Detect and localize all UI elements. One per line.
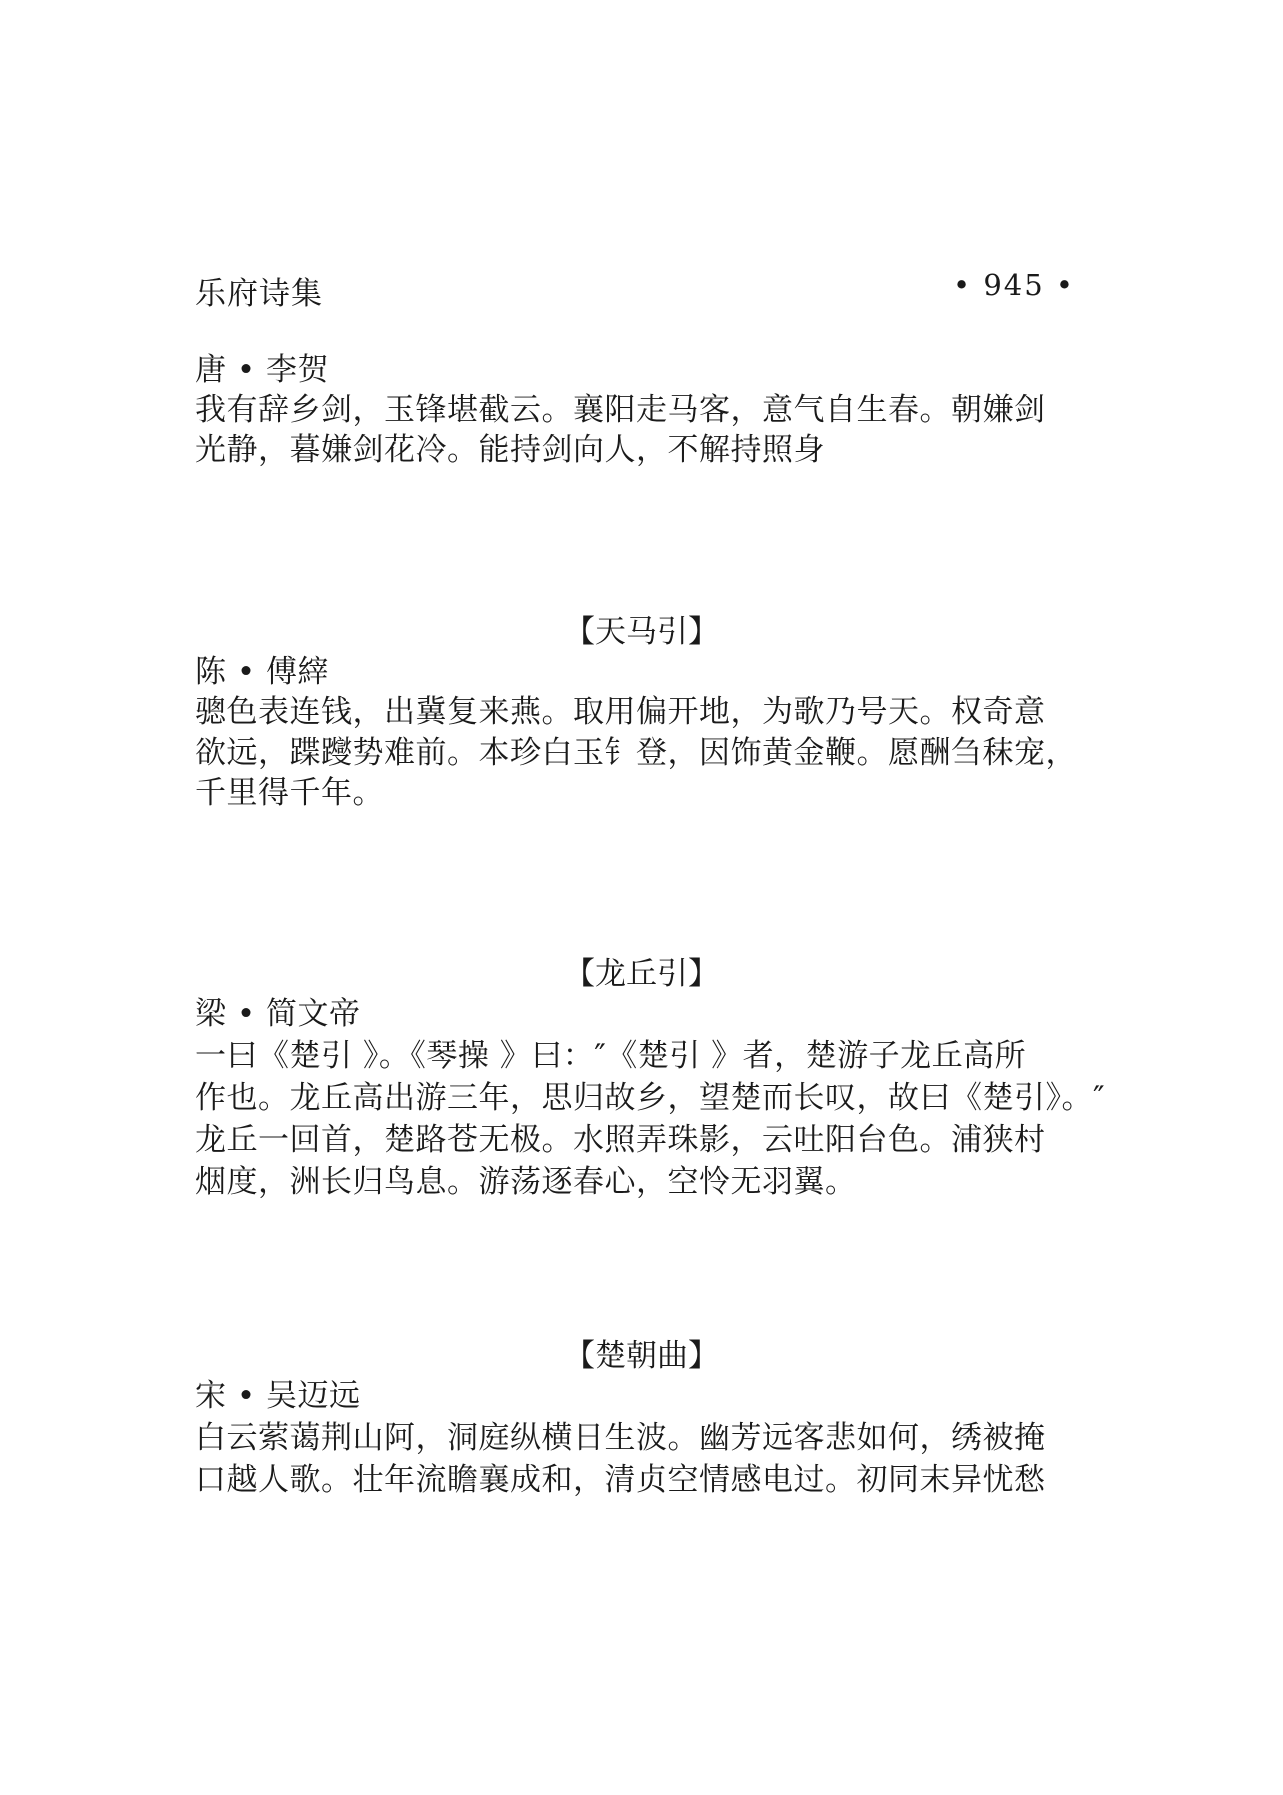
poem-line: 口越人歌。壮年流瞻襄成和，清贞空情感电过。初同末异忧愁 [195,1462,1046,1498]
poem-line: 光静，暮嫌剑花冷。能持剑向人，不解持照身 [195,432,825,468]
book-title: 乐府诗集 [195,276,323,312]
poem-line: 千里得千年。 [195,775,384,811]
poem-author: 宋 • 吴迈远 [195,1378,361,1414]
poem-author: 陈 • 傅縡 [195,654,329,690]
poem-author: 梁 • 简文帝 [195,996,361,1032]
poem-line: 骢色表连钱，出冀复来燕。取用偏开地，为歌乃号天。权奇意 [195,694,1046,730]
page-number: • 945 • [953,268,1075,302]
poem-author: 唐 • 李贺 [195,352,329,388]
poem-title: 【龙丘引】 [564,956,719,992]
poem-line: 我有辞乡剑，玉锋堪截云。襄阳走马客，意气自生春。朝嫌剑 [195,392,1046,428]
poem-line: 龙丘一回首，楚路苍无极。水照弄珠影，云吐阳台色。浦狭村 [195,1122,1046,1158]
poem-line: 欲远，蹀躞势难前。本珍白玉钅登，因饰黄金鞭。愿酬刍秣宠， [195,735,1077,771]
poem-line: 白云萦蔼荆山阿，洞庭纵横日生波。幽芳远客悲如何，绣被掩 [195,1420,1046,1456]
poem-preface-line: 一曰《楚引 》。《琴操 》曰：″《楚引 》者，楚游子龙丘高所 [195,1038,1027,1074]
poem-title: 【天马引】 [564,614,719,650]
poem-title: 【楚朝曲】 [564,1338,719,1374]
page-header [195,268,1075,312]
poem-preface-line: 作也。龙丘高出游三年，思归故乡，望楚而长叹，故曰《楚引》。″ [195,1080,1106,1116]
poem-line: 烟度，洲长归鸟息。游荡逐春心，空怜无羽翼。 [195,1164,857,1200]
